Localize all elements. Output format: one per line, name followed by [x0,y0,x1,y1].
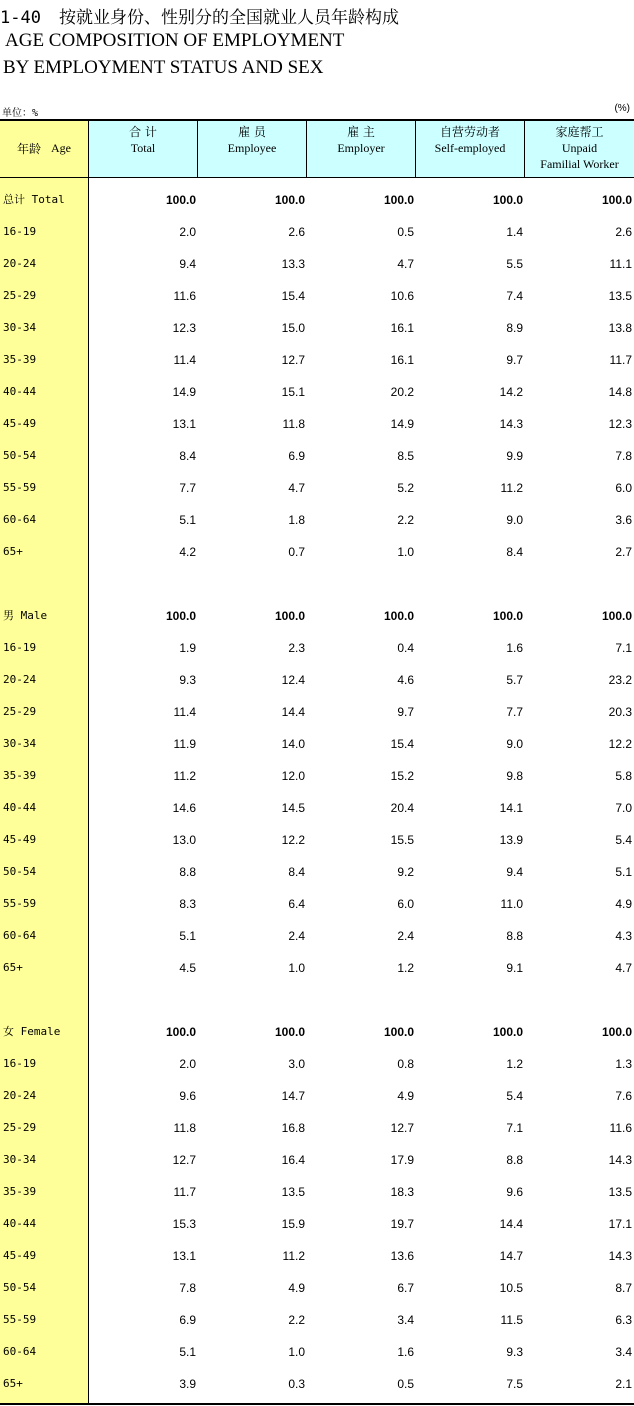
table-cell: 9.8 [506,769,523,783]
table-cell: 9.0 [506,513,523,527]
age-group-label: 25-29 [3,1121,37,1134]
table-cell: 100.0 [165,1025,196,1039]
table-title [0,3,399,28]
table-cell: 11.1 [609,257,632,271]
age-group-label: 20-24 [3,673,37,686]
table-cell: 5.5 [506,257,523,271]
table-cell: 9.3 [506,1345,523,1359]
table-cell: 2.4 [288,929,305,943]
table-cell: 8.8 [506,1153,523,1167]
table-row [0,766,634,786]
header-self-employed [416,120,524,177]
table-cell: 6.9 [179,1313,196,1327]
section-label: 总计 Total [3,193,65,206]
table-cell: 8.7 [615,1281,632,1295]
table-cell: 100.0 [601,1025,632,1039]
table-cell: 14.9 [390,417,414,431]
table-cell: 9.4 [506,865,523,879]
table-cell: 1.6 [506,641,523,655]
table-cell: 100.0 [492,193,523,207]
table-cell: 14.3 [608,1249,632,1263]
table-cell: 100.0 [601,193,632,207]
table-cell: 9.7 [397,705,414,719]
header-unpaid-en: Unpaid [561,141,598,155]
age-group-label: 20-24 [3,257,37,270]
table-cell: 2.0 [179,225,196,239]
table-cell: 11.7 [609,353,632,367]
table-cell: 23.2 [608,673,632,687]
table-cell: 8.4 [179,449,196,463]
table-cell: 7.1 [506,1121,523,1135]
title-en-line2: BY EMPLOYMENT STATUS AND SEX [3,57,324,78]
table-row [0,254,634,274]
age-group-label: 65+ [3,961,23,974]
header-bottom-border [0,177,634,178]
table-cell: 18.3 [390,1185,414,1199]
age-group-label: 40-44 [3,801,37,814]
table-cell: 13.5 [608,1185,632,1199]
table-cell: 100.0 [492,609,523,623]
table-row [0,1246,634,1266]
table-cell: 100.0 [492,1025,523,1039]
table-cell: 8.9 [506,321,523,335]
table-cell: 3.6 [615,513,632,527]
age-group-label: 16-19 [3,1057,37,1070]
table-cell: 2.3 [288,641,305,655]
table-cell: 6.0 [397,897,414,911]
unit-label-right: (%) [614,103,630,114]
header-unpaid-en2: Familial Worker [540,157,619,171]
table-row [0,702,634,722]
table-cell: 100.0 [274,193,305,207]
table-row [0,1118,634,1138]
table-cell: 7.1 [615,641,632,655]
table-bottom-border [0,1403,634,1405]
table-cell: 8.4 [288,865,305,879]
age-group-label: 45-49 [3,833,37,846]
table-cell: 3.9 [179,1377,196,1391]
table-row [0,1278,634,1298]
table-cell: 6.4 [288,897,305,911]
age-group-label: 30-34 [3,321,37,334]
age-group-label: 45-49 [3,1249,37,1262]
table-cell: 6.7 [397,1281,414,1295]
age-column-divider [88,120,89,1404]
table-cell: 1.0 [288,961,305,975]
table-cell: 9.6 [506,1185,523,1199]
table-row [0,926,634,946]
table-row [0,1054,634,1074]
table-row [0,318,634,338]
table-cell: 1.6 [397,1345,414,1359]
header-total-cn: 合 计 [129,125,157,139]
age-group-label: 60-64 [3,513,37,526]
table-cell: 14.5 [281,801,305,815]
table-cell: 15.2 [390,769,414,783]
table-cell: 11.4 [173,353,196,367]
table-row [0,1150,634,1170]
section-label: 女 Female [3,1025,61,1038]
table-cell: 14.7 [499,1249,523,1263]
table-row [0,510,634,530]
age-group-label: 45-49 [3,417,37,430]
table-row [0,1214,634,1234]
table-cell: 5.1 [179,1345,196,1359]
table-cell: 15.4 [281,289,305,303]
age-group-label: 16-19 [3,225,37,238]
age-group-label: 65+ [3,1377,23,1390]
table-cell: 5.1 [179,929,196,943]
table-cell: 0.5 [397,1377,414,1391]
age-group-label: 30-34 [3,1153,37,1166]
table-cell: 14.9 [172,385,196,399]
table-cell: 13.5 [608,289,632,303]
table-cell: 11.4 [173,705,196,719]
table-cell: 12.7 [172,1153,196,1167]
table-cell: 0.7 [288,545,305,559]
table-cell: 8.8 [179,865,196,879]
table-cell: 11.2 [500,481,523,495]
table-cell: 2.2 [397,513,414,527]
table-row [0,830,634,850]
age-group-label: 60-64 [3,1345,37,1358]
header-employee-cn: 雇 员 [238,125,266,139]
table-row [0,894,634,914]
table-cell: 15.3 [172,1217,196,1231]
table-cell: 100.0 [383,609,414,623]
table-cell: 15.4 [390,737,414,751]
table-cell: 100.0 [601,609,632,623]
table-cell: 13.1 [172,1249,196,1263]
table-cell: 11.7 [173,1185,196,1199]
table-cell: 7.6 [615,1089,632,1103]
table-cell: 100.0 [165,193,196,207]
age-group-label: 25-29 [3,289,37,302]
age-column-highlight [0,120,88,1404]
table-cell: 1.4 [506,225,523,239]
table-cell: 15.5 [390,833,414,847]
table-cell: 7.7 [506,705,523,719]
table-cell: 17.1 [608,1217,632,1231]
age-group-label: 35-39 [3,1185,37,1198]
table-row [0,286,634,306]
table-row [0,798,634,818]
age-group-label: 50-54 [3,1281,37,1294]
table-cell: 2.1 [615,1377,632,1391]
table-cell: 9.9 [506,449,523,463]
table-cell: 5.7 [506,673,523,687]
table-cell: 17.9 [390,1153,414,1167]
table-cell: 15.9 [281,1217,305,1231]
table-cell: 16.1 [390,321,414,335]
table-cell: 9.4 [179,257,196,271]
table-cell: 13.6 [390,1249,414,1263]
table-cell: 9.2 [397,865,414,879]
table-cell: 3.4 [615,1345,632,1359]
table-cell: 100.0 [383,1025,414,1039]
table-cell: 14.6 [172,801,196,815]
header-age [0,120,88,177]
table-cell: 7.7 [179,481,196,495]
table-cell: 12.4 [281,673,305,687]
table-number: 1-40 [0,8,41,28]
table-cell: 20.3 [608,705,632,719]
age-group-label: 40-44 [3,385,37,398]
table-cell: 12.0 [281,769,305,783]
table-cell: 4.7 [397,257,414,271]
title-cn: 按就业身份、性别分的全国就业人员年龄构成 [58,8,399,28]
table-row [0,1310,634,1330]
table-cell: 0.5 [397,225,414,239]
header-self-employed-cn: 自营劳动者 [439,125,500,139]
table-cell: 14.8 [608,385,632,399]
table-cell: 4.9 [615,897,632,911]
table-cell: 11.8 [173,1121,196,1135]
table-cell: 9.6 [179,1089,196,1103]
table-cell: 9.1 [506,961,523,975]
table-cell: 13.1 [172,417,196,431]
age-group-label: 55-59 [3,1313,37,1326]
table-row [0,542,634,562]
age-group-label: 50-54 [3,865,37,878]
header-age-cn: 年龄 [16,142,41,156]
table-row [0,1374,634,1394]
table-cell: 1.8 [288,513,305,527]
table-cell: 100.0 [383,193,414,207]
table-cell: 4.5 [179,961,196,975]
header-age-en: Age [51,141,71,155]
table-row [0,1342,634,1362]
table-cell: 12.7 [281,353,305,367]
table-cell: 100.0 [165,609,196,623]
table-cell: 8.5 [397,449,414,463]
table-cell: 4.7 [615,961,632,975]
section-label: 男 Male [3,609,48,622]
age-group-label: 20-24 [3,1089,37,1102]
table-cell: 3.0 [288,1057,305,1071]
table-row [0,478,634,498]
table-cell: 4.2 [179,545,196,559]
table-cell: 13.3 [281,257,305,271]
age-group-label: 65+ [3,545,23,558]
table-cell: 0.4 [397,641,414,655]
table-row [0,958,634,978]
table-cell: 12.3 [608,417,632,431]
table-cell: 20.4 [390,801,414,815]
table-cell: 13.5 [281,1185,305,1199]
table-row [0,1182,634,1202]
table-cell: 14.0 [281,737,305,751]
table-cell: 5.4 [506,1089,523,1103]
table-cell: 14.3 [499,417,523,431]
table-cell: 5.8 [615,769,632,783]
table-cell: 12.7 [390,1121,414,1135]
table-cell: 7.4 [506,289,523,303]
table-cell: 9.7 [506,353,523,367]
table-cell: 14.7 [281,1089,305,1103]
table-cell: 1.2 [506,1057,523,1071]
table-cell: 13.8 [608,321,632,335]
table-cell: 12.2 [608,737,632,751]
table-cell: 11.8 [282,417,305,431]
table-cell: 14.2 [499,385,523,399]
section-total-row [0,190,634,210]
header-employee [198,120,306,177]
table-cell: 2.6 [288,225,305,239]
table-cell: 4.9 [397,1089,414,1103]
age-group-label: 40-44 [3,1217,37,1230]
header-employer-cn: 雇 主 [347,125,375,139]
table-row [0,734,634,754]
section-total-row [0,606,634,626]
table-cell: 11.2 [173,769,196,783]
section-total-row [0,1022,634,1042]
age-group-label: 35-39 [3,769,37,782]
header-unpaid-familial [525,120,634,177]
table-cell: 0.3 [288,1377,305,1391]
header-employer [307,120,415,177]
table-cell: 2.0 [179,1057,196,1071]
table-row [0,446,634,466]
age-group-label: 55-59 [3,481,37,494]
table-cell: 15.0 [281,321,305,335]
header-total-en: Total [130,141,156,155]
table-cell: 11.0 [500,897,523,911]
table-cell: 5.4 [615,833,632,847]
table-cell: 4.6 [397,673,414,687]
age-group-label: 25-29 [3,705,37,718]
table-cell: 11.9 [173,737,196,751]
table-row [0,222,634,242]
table-cell: 15.1 [281,385,305,399]
table-cell: 100.0 [274,609,305,623]
table-cell: 8.8 [506,929,523,943]
table-cell: 1.3 [615,1057,632,1071]
table-cell: 14.3 [608,1153,632,1167]
table-row [0,638,634,658]
table-cell: 1.0 [288,1345,305,1359]
table-cell: 7.8 [615,449,632,463]
table-cell: 0.8 [397,1057,414,1071]
table-cell: 14.1 [499,801,523,815]
table-row [0,862,634,882]
table-cell: 11.6 [173,289,196,303]
table-cell: 13.0 [172,833,196,847]
header-employee-en: Employee [227,141,277,155]
table-cell: 16.8 [281,1121,305,1135]
table-cell: 4.9 [288,1281,305,1295]
table-cell: 8.3 [179,897,196,911]
table-cell: 3.4 [397,1313,414,1327]
age-group-label: 35-39 [3,353,37,366]
table-row [0,414,634,434]
table-cell: 4.7 [288,481,305,495]
table-cell: 11.6 [609,1121,632,1135]
table-cell: 10.6 [390,289,414,303]
table-cell: 1.9 [179,641,196,655]
table-cell: 9.0 [506,737,523,751]
table-cell: 5.1 [179,513,196,527]
table-cell: 20.2 [390,385,414,399]
table-cell: 8.4 [506,545,523,559]
table-cell: 10.5 [499,1281,523,1295]
age-group-label: 50-54 [3,449,37,462]
table-cell: 14.4 [499,1217,523,1231]
table-cell: 2.2 [288,1313,305,1327]
table-cell: 6.9 [288,449,305,463]
table-cell: 6.0 [615,481,632,495]
table-cell: 1.0 [397,545,414,559]
header-unpaid-cn: 家庭帮工 [555,125,604,139]
table-row [0,1086,634,1106]
table-cell: 7.8 [179,1281,196,1295]
table-cell: 16.4 [281,1153,305,1167]
age-group-label: 55-59 [3,897,37,910]
table-cell: 13.9 [499,833,523,847]
table-cell: 14.4 [281,705,305,719]
age-group-label: 60-64 [3,929,37,942]
table-cell: 5.2 [397,481,414,495]
table-cell: 9.3 [179,673,196,687]
table-cell: 7.0 [615,801,632,815]
table-cell: 2.4 [397,929,414,943]
age-group-label: 30-34 [3,737,37,750]
table-cell: 5.1 [615,865,632,879]
table-cell: 11.5 [500,1313,523,1327]
table-row [0,382,634,402]
age-group-label: 16-19 [3,641,37,654]
header-self-employed-en: Self-employed [434,141,506,155]
table-cell: 2.6 [615,225,632,239]
table-cell: 11.2 [282,1249,305,1263]
table-cell: 12.3 [172,321,196,335]
title-en-line1: AGE COMPOSITION OF EMPLOYMENT [5,30,345,51]
table-cell: 16.1 [390,353,414,367]
table-cell: 7.5 [506,1377,523,1391]
unit-label: 单位：% [2,108,39,119]
table-cell: 2.7 [615,545,632,559]
table-cell: 1.2 [397,961,414,975]
table-row [0,670,634,690]
table-row [0,350,634,370]
table-cell: 4.3 [615,929,632,943]
table-cell: 6.3 [615,1313,632,1327]
header-total [89,120,197,177]
table-cell: 19.7 [390,1217,414,1231]
header-employer-en: Employer [337,141,385,155]
table-cell: 100.0 [274,1025,305,1039]
table-cell: 12.2 [281,833,305,847]
